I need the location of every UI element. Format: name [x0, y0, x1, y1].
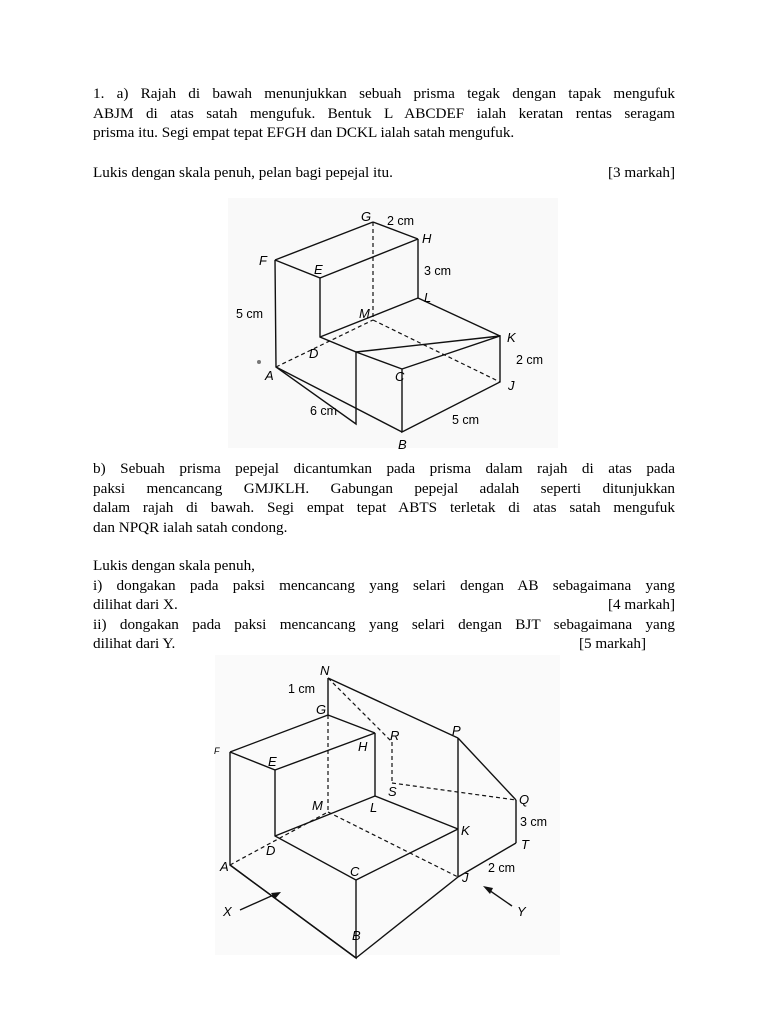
- d2-label-a: A: [220, 859, 229, 874]
- q1a-marks: [3 markah]: [607, 164, 675, 181]
- d2-label-q: Q: [519, 792, 530, 807]
- d2-label-d: D: [266, 843, 276, 858]
- d2-label-c: C: [350, 864, 360, 879]
- d2-label-n: N: [320, 663, 330, 678]
- d1-label-f: F: [259, 253, 267, 268]
- d1-label-j: J: [508, 378, 515, 393]
- d1-dim-hl: 3 cm: [424, 264, 452, 278]
- q1a-line-3: prisma itu. Segi empat tepat EFGH dan DCKL ialah satah mengufuk.: [93, 124, 515, 142]
- d1-dim-kj: 2 cm: [516, 353, 544, 367]
- d2-dim-ng: 1 cm: [288, 682, 316, 696]
- d1-label-c: C: [395, 369, 405, 384]
- q1b-line-1: b) Sebuah prisma pepejal dicantumkan pada prisma dalam rajah di atas pada: [93, 460, 675, 477]
- d2-dim-qt: 3 cm: [520, 815, 548, 829]
- d1-label-d: D: [309, 346, 319, 361]
- d1-dim-gh: 2 cm: [387, 214, 415, 228]
- q1b-item-i-line-2: dilihat dari X.: [93, 596, 178, 614]
- d2-dim-jt: 2 cm: [488, 861, 516, 875]
- q1b-item-i-line-1: i) dongakan pada paksi mencancang yang selari dengan AB sebagaimana yang: [93, 576, 675, 594]
- d2-label-e: E: [268, 754, 277, 769]
- q1a-instruction: Lukis dengan skala penuh, pelan bagi pepejal itu.: [93, 164, 393, 181]
- diagram-2-scan-shade: [215, 655, 560, 955]
- q1b-item-i-marks: [4 markah]: [607, 596, 675, 614]
- d2-label-g: G: [316, 702, 327, 717]
- q1b-instruction: Lukis dengan skala penuh,: [93, 557, 255, 574]
- d1-label-m: M: [359, 306, 370, 321]
- d2-label-r: R: [390, 728, 400, 743]
- d1-dim-bj: 5 cm: [452, 413, 480, 427]
- q1b-item-ii-marks: [5 markah]: [578, 635, 646, 653]
- d1-dim-af: 5 cm: [236, 307, 264, 321]
- d2-label-m: M: [312, 798, 323, 813]
- q1a-line-2: ABJM di atas satah mengufuk. Bentuk L ABCDEF ialah keratan rentas seragam: [93, 104, 675, 122]
- d2-label-y: Y: [517, 904, 526, 919]
- q1b-line-4: dan NPQR ialah satah condong.: [93, 518, 288, 536]
- d1-label-e: E: [314, 262, 323, 277]
- d1-dim-ab: 6 cm: [310, 404, 338, 418]
- d2-label-f: F: [214, 746, 220, 756]
- d2-label-b: B: [352, 928, 361, 943]
- q1a-line-1: 1. a) Rajah di bawah menunjukkan sebuah prisma tegak dengan tapak mengufuk: [93, 85, 675, 102]
- d1-label-a: A: [265, 368, 274, 383]
- q1b-line-3: dalam rajah di bawah. Segi empat tepat ABTS terletak di atas satah mengufuk: [93, 499, 675, 517]
- q1b-item-ii-line-1: ii) dongakan pada paksi mencancang yang selari dengan BJT sebagaimana yang: [93, 615, 675, 633]
- d1-label-g: G: [361, 209, 372, 224]
- d2-label-p: P: [452, 723, 461, 738]
- d1-label-h: H: [422, 231, 432, 246]
- d2-label-t: T: [521, 837, 529, 852]
- d2-label-l: L: [370, 800, 378, 815]
- q1b-item-ii-line-2: dilihat dari Y.: [93, 635, 176, 653]
- d2-label-s: S: [388, 784, 397, 799]
- d2-label-j: J: [462, 870, 469, 885]
- d1-label-k: K: [507, 330, 516, 345]
- d2-label-h: H: [358, 739, 368, 754]
- q1b-line-2: paksi mencancang GMJKLH. Gabungan pepejal adalah seperti ditunjukkan: [93, 479, 675, 497]
- d2-label-x: X: [223, 904, 232, 919]
- d1-label-l: L: [424, 290, 432, 305]
- d1-label-b: B: [398, 437, 407, 452]
- d2-label-k: K: [461, 823, 470, 838]
